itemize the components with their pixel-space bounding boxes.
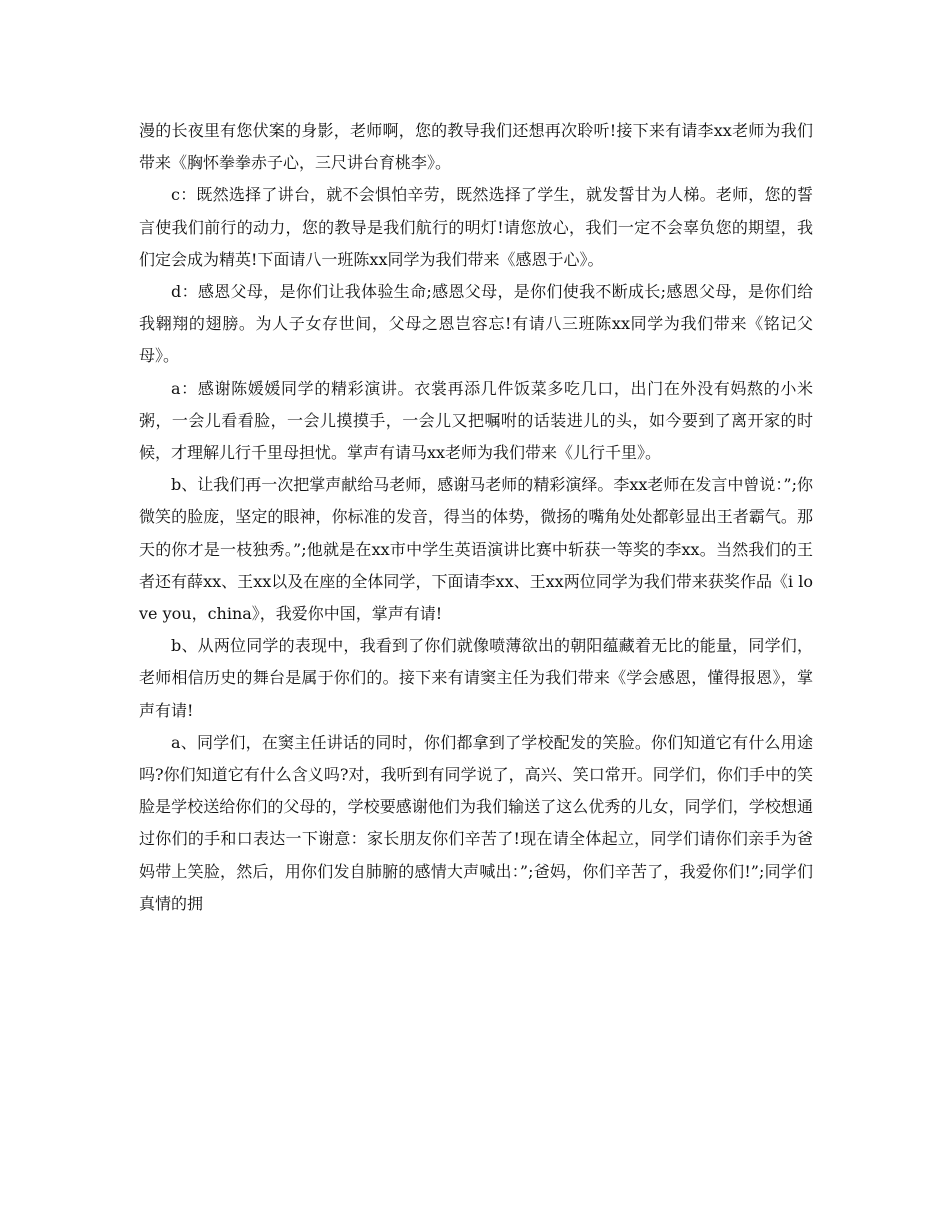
paragraph-6: b、从两位同学的表现中，我看到了你们就像喷薄欲出的朝阳蕴藏着无比的能量，同学们，老师相信历史的舞台是属于你们的。接下来有请窦主任为我们带来《学会感恩，懂得报恩》，掌声有请! xyxy=(139,636,813,720)
paragraph-3: d：感恩父母，是你们让我体验生命;感恩父母，是你们使我不断成长;感恩父母，是你们给我翱翔的翅膀。为人子女存世间，父母之恩岂容忘!有请八三班陈xx同学为我们带来《铭记父母》。 xyxy=(139,282,813,366)
document-body xyxy=(139,115,813,920)
paragraph-5: b、让我们再一次把掌声献给马老师，感谢马老师的精彩演绎。李xx老师在发言中曾说：”;你微笑的脸庞，坚定的眼神，你标准的发音，得当的体势，微扬的嘴角处处都彰显出王者霸气。那天的你才是一枝独秀。”;他就是在xx市中学生英语演讲比赛中斩获一等奖的李xx。当然我们的王者还有薛xx、王xx以及在座的全体同学，下面请李xx、王xx两位同学为我们带来获奖作品《i love you，china》，我爱你中国，掌声有请! xyxy=(139,475,813,624)
paragraph-7: a、同学们，在窦主任讲话的同时，你们都拿到了学校配发的笑脸。你们知道它有什么用途吗?你们知道它有什么含义吗?对，我听到有同学说了，高兴、笑口常开。同学们，你们手中的笑脸是学校送给你们的父母的，学校要感谢他们为我们输送了这么优秀的儿女，同学们，学校想通过你们的手和口表达一下谢意：家长朋友你们辛苦了!现在请全体起立，同学们请你们亲手为爸妈带上笑脸，然后，用你们发自肺腑的感情大声喊出：”;爸妈，你们辛苦了，我爱你们!”;同学们真情的拥 xyxy=(139,732,813,913)
paragraph-2: c：既然选择了讲台，就不会惧怕辛劳，既然选择了学生，就发誓甘为人梯。老师，您的誓言使我们前行的动力，您的教导是我们航行的明灯!请您放心，我们一定不会辜负您的期望，我们定会成为精英!下面请八一班陈xx同学为我们带来《感恩于心》。 xyxy=(139,185,813,269)
paragraph-4: a：感谢陈媛媛同学的精彩演讲。衣裳再添几件饭菜多吃几口，出门在外没有妈熬的小米粥，一会儿看看脸，一会儿摸摸手，一会儿又把嘱咐的话装进儿的头，如今要到了离开家的时候，才理解儿行千里母担忧。掌声有请马xx老师为我们带来《儿行千里》。 xyxy=(139,378,813,463)
paragraph-1: 漫的长夜里有您伏案的身影，老师啊，您的教导我们还想再次聆听!接下来有请李xx老师为我们带来《胸怀拳拳赤子心，三尺讲台育桃李》。 xyxy=(139,121,813,173)
